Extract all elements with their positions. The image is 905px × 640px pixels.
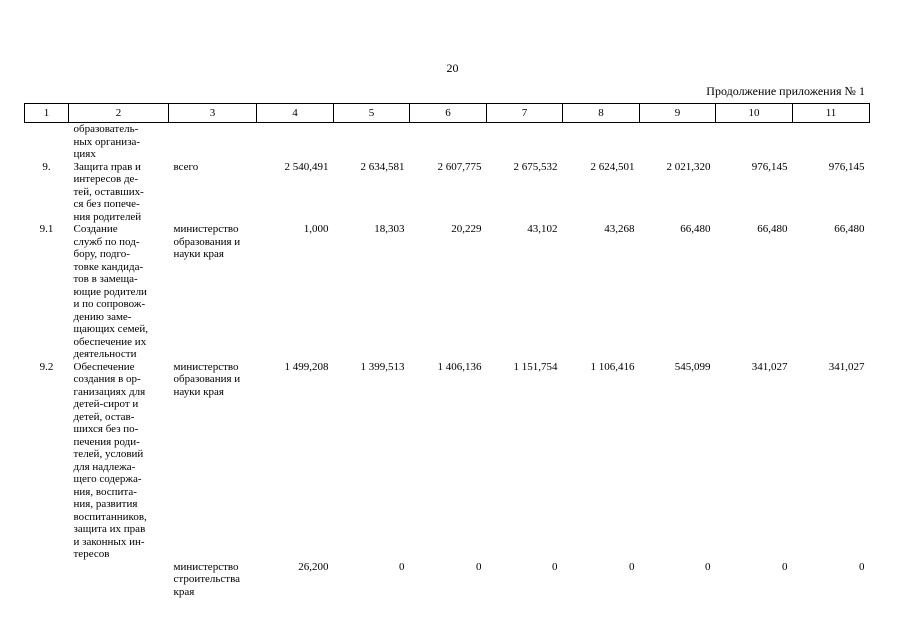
value-cell-col-6: 2 607,775 — [437, 160, 482, 173]
event-name-line: и по сопровож- — [73, 298, 146, 310]
carryover-line: ных организа- — [73, 135, 141, 148]
value-cell-col-4: 1 499,208 — [284, 360, 329, 373]
event-name-line: детей-сирот и — [73, 398, 139, 410]
row-number: 9.1 — [39, 223, 54, 235]
value-cell-col-11: 976,145 — [828, 160, 865, 173]
value-cell-col-8: 2 624,501 — [590, 160, 635, 173]
executor — [169, 361, 257, 561]
column-header-3: 3 — [169, 104, 257, 123]
empty-cell — [25, 123, 69, 161]
column-header-8: 8 — [563, 104, 640, 123]
appendix-table — [24, 103, 870, 598]
event-name-line: щающих семей, — [73, 323, 149, 335]
event-name-line: детей, остав- — [73, 410, 135, 423]
event-name-line: тов в замеща- — [73, 273, 138, 285]
value-cell-col-5: 2 634,581 — [360, 160, 405, 173]
column-header-7: 7 — [487, 104, 563, 123]
value-cell-col-6: 1 406,136 — [437, 360, 482, 373]
value-cell-col-8: 0 — [629, 560, 635, 573]
executor-line: министерство — [173, 560, 239, 573]
value-cell-col-5: 0 — [399, 560, 405, 573]
event-name-line: ния, воспита- — [73, 485, 137, 498]
value-cell-col-6: 0 — [476, 560, 482, 573]
value-cell-col-11: 66,480 — [834, 223, 865, 235]
executor-line: всего — [173, 160, 199, 173]
event-name-line: защита их прав — [73, 523, 146, 535]
event-name-line: печения роди- — [73, 435, 140, 448]
event-name-line: тей, оставших- — [73, 185, 144, 198]
header-row — [25, 104, 870, 123]
column-header-2: 2 — [69, 104, 169, 123]
executor-line: края — [173, 585, 195, 598]
event-name-line: для надлежа- — [73, 460, 136, 473]
empty-cell — [640, 123, 716, 161]
empty-cell — [793, 123, 870, 161]
row-number — [25, 561, 69, 599]
event-name-line: деятельности — [73, 348, 137, 360]
row-number: 9.2 — [39, 360, 54, 373]
event-name — [69, 161, 169, 224]
executor-line: науки края — [173, 248, 224, 260]
value-cell-col-8: 1 106,416 — [590, 360, 635, 373]
value-cell-col-6: 20,229 — [451, 223, 482, 235]
empty-cell — [257, 123, 334, 161]
empty-cell — [410, 123, 487, 161]
executor-line: строительства — [173, 573, 241, 585]
executor-line: образования и — [173, 235, 241, 248]
event-name-line: интересов де- — [73, 173, 139, 185]
empty-cell — [563, 123, 640, 161]
event-name — [69, 361, 169, 561]
event-name-line: ния, развития — [73, 498, 138, 510]
executor — [169, 223, 257, 361]
executor — [169, 161, 257, 224]
value-cell-col-7: 0 — [552, 560, 558, 573]
executor — [169, 561, 257, 599]
empty-cell — [487, 123, 563, 161]
executor-line: министерство — [173, 223, 239, 235]
event-name-line: обеспечение их — [73, 335, 147, 348]
value-cell-col-11: 341,027 — [828, 360, 865, 373]
executor-line: министерство — [173, 360, 239, 373]
event-name-line: ния родителей — [73, 210, 142, 223]
value-cell-col-9: 2 021,320 — [666, 160, 711, 173]
empty-cell — [716, 123, 793, 161]
event-name-line: товке кандида- — [73, 260, 144, 273]
carryover-line: циях — [73, 148, 96, 160]
value-cell-col-9: 66,480 — [680, 223, 711, 235]
event-name-line: бору, подго- — [73, 248, 130, 260]
table-row — [25, 561, 870, 599]
value-cell-col-5: 1 399,513 — [360, 360, 405, 373]
table-row — [25, 223, 870, 361]
column-header-6: 6 — [410, 104, 487, 123]
table-row — [25, 161, 870, 224]
event-name-line: Создание — [73, 223, 118, 235]
carryover-row — [25, 123, 870, 161]
event-name-line: щего содержа- — [73, 473, 142, 485]
carryover-text — [69, 123, 169, 161]
event-name-line: Обеспечение — [73, 360, 135, 373]
event-name-line: ющие родители — [73, 285, 147, 298]
page-number: 20 — [446, 61, 459, 75]
column-header-10: 10 — [716, 104, 793, 123]
value-cell-col-10: 341,027 — [751, 360, 788, 373]
value-cell-col-9: 545,099 — [674, 360, 711, 373]
value-cell-col-5: 18,303 — [374, 223, 405, 235]
value-cell-col-10: 0 — [782, 560, 788, 573]
value-cell-col-10: 66,480 — [757, 223, 788, 235]
value-cell-col-4: 26,200 — [298, 560, 329, 573]
event-name-line: телей, условий — [73, 448, 144, 460]
value-cell-col-7: 2 675,532 — [513, 160, 558, 173]
executor-line: образования и — [173, 373, 241, 385]
value-cell-col-7: 1 151,754 — [513, 360, 558, 373]
event-name-line: и законных ин- — [73, 535, 145, 548]
value-cell-col-10: 976,145 — [751, 160, 788, 173]
event-name-line: ся без попече- — [73, 198, 140, 210]
value-cell-col-4: 1,000 — [303, 223, 329, 235]
event-name-line: создания в ор- — [73, 373, 141, 385]
empty-cell — [169, 123, 257, 161]
executor-line: науки края — [173, 385, 224, 398]
event-name-line: служб по под- — [73, 235, 140, 248]
event-name-line: ганизациях для — [73, 385, 146, 398]
event-name-line: шихся без по- — [73, 423, 139, 435]
value-cell-col-4: 2 540,491 — [284, 160, 329, 173]
event-name-line: тересов — [73, 548, 110, 560]
table-row — [25, 361, 870, 561]
column-header-11: 11 — [793, 104, 870, 123]
event-name-line: дению заме- — [73, 310, 132, 323]
value-cell-col-11: 0 — [859, 560, 865, 573]
event-name — [69, 561, 169, 599]
empty-cell — [334, 123, 410, 161]
value-cell-col-8: 43,268 — [604, 223, 635, 235]
column-header-1: 1 — [25, 104, 69, 123]
column-header-9: 9 — [640, 104, 716, 123]
carryover-line: образователь- — [73, 123, 139, 135]
value-cell-col-9: 0 — [705, 560, 711, 573]
value-cell-col-7: 43,102 — [527, 223, 558, 235]
column-header-5: 5 — [334, 104, 410, 123]
event-name — [69, 223, 169, 361]
event-name-line: Защита прав и — [73, 160, 141, 173]
event-name-line: воспитанников, — [73, 510, 147, 523]
column-header-4: 4 — [257, 104, 334, 123]
row-number: 9. — [42, 160, 51, 173]
continuation-note: Продолжение приложения № 1 — [706, 84, 865, 98]
